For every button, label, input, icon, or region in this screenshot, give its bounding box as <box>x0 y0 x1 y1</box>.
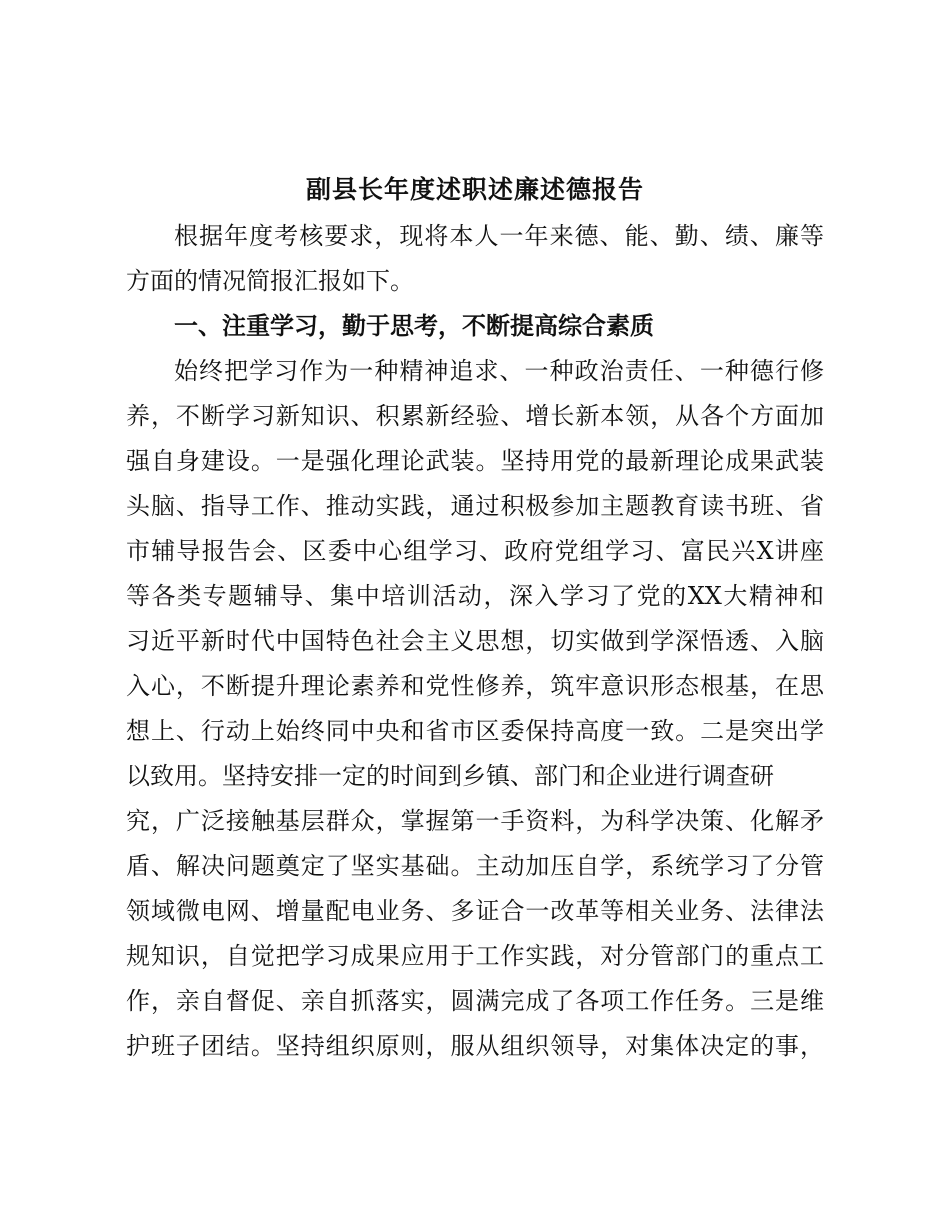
paragraph-line: 以致用。坚持安排一定的时间到乡镇、部门和企业进行调查研 <box>126 762 774 790</box>
paragraph-line: 头脑、指导工作、推动实践，通过积极参加主题教育读书班、省 <box>126 492 824 520</box>
section-heading: 一、注重学习，勤于思考，不断提高综合素质 <box>174 312 654 340</box>
paragraph-line: 根据年度考核要求，现将本人一年来德、能、勤、绩、廉等 <box>174 222 824 250</box>
document-title: 副县长年度述职述廉述德报告 <box>305 175 644 204</box>
paragraph-line: 强自身建设。一是强化理论武装。坚持用党的最新理论成果武装 <box>126 447 824 475</box>
paragraph-line: 护班子团结。坚持组织原则，服从组织领导，对集体决定的事， <box>126 1032 824 1060</box>
document-body <box>126 214 824 1069</box>
paragraph-line: 想上、行动上始终同中央和省市区委保持高度一致。二是突出学 <box>126 717 824 745</box>
paragraph-line: 作，亲自督促、亲自抓落实，圆满完成了各项工作任务。三是维 <box>126 987 824 1015</box>
paragraph-line: 养，不断学习新知识、积累新经验、增长新本领，从各个方面加 <box>126 402 824 430</box>
paragraph-line: 盾、解决问题奠定了坚实基础。主动加压自学，系统学习了分管 <box>126 852 824 880</box>
paragraph-line: 始终把学习作为一种精神追求、一种政治责任、一种德行修 <box>174 357 824 385</box>
paragraph-line: 领域微电网、增量配电业务、多证合一改革等相关业务、法律法 <box>126 897 824 925</box>
paragraph-line: 规知识，自觉把学习成果应用于工作实践，对分管部门的重点工 <box>126 942 824 970</box>
paragraph-line: 等各类专题辅导、集中培训活动，深入学习了党的XX大精神和 <box>126 582 824 610</box>
paragraph-line: 方面的情况简报汇报如下。 <box>126 267 414 295</box>
paragraph-line: 究，广泛接触基层群众，掌握第一手资料，为科学决策、化解矛 <box>126 807 824 835</box>
paragraph-line: 市辅导报告会、区委中心组学习、政府党组学习、富民兴X讲座 <box>126 537 824 565</box>
paragraph-line: 入心，不断提升理论素养和党性修养，筑牢意识形态根基，在思 <box>126 672 824 700</box>
paragraph-line: 习近平新时代中国特色社会主义思想，切实做到学深悟透、入脑 <box>126 627 824 655</box>
